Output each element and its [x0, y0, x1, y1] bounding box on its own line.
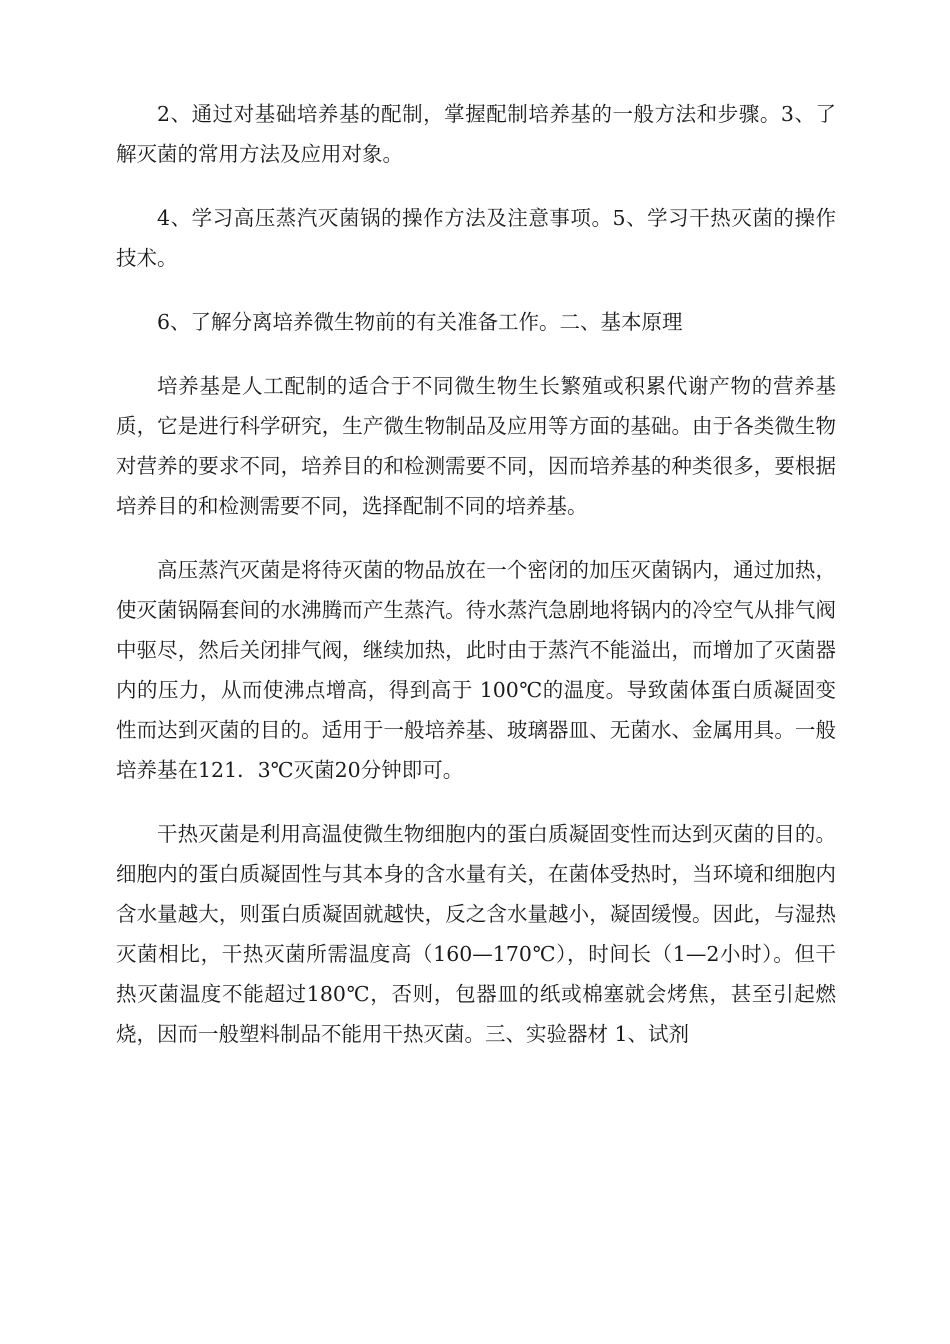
paragraph-culture-medium: 培养基是人工配制的适合于不同微生物生长繁殖或积累代谢产物的营养基质，它是进行科学研究，生产微生物制品及应用等方面的基础。由于各类微生物对营养的要求不同，培养目的和检测需要不同，因而培养基的种类很多，要根据培养目的和检测需要不同，选择配制不同的培养基。 — [116, 374, 836, 518]
paragraph-objective-6: 6、了解分离培养微生物前的有关准备工作。二、基本原理 — [157, 310, 683, 334]
paragraph-autoclave-sterilization: 高压蒸汽灭菌是将待灭菌的物品放在一个密闭的加压灭菌锅内，通过加热，使灭菌锅隔套间的水沸腾而产生蒸汽。待水蒸汽急剧地将锅内的冷空气从排气阀中驱尽，然后关闭排气阀，继续加热，此时由于蒸汽不能溢出，而增加了灭菌器内的压力，从而使沸点增高，得到高于 100℃的温度。导致菌体蛋白质凝固变性而达到灭菌的目的。适用于一般培养基、玻璃器皿、无菌水、金属用具。一般培养基在121．3℃灭菌20分钟即可。 — [116, 558, 836, 782]
paragraph-objectives-2-3: 2、通过对基础培养基的配制，掌握配制培养基的一般方法和步骤。3、了解灭菌的常用方法及应用对象。 — [116, 102, 836, 166]
paragraph-dry-heat-sterilization: 干热灭菌是利用高温使微生物细胞内的蛋白质凝固变性而达到灭菌的目的。细胞内的蛋白质凝固性与其本身的含水量有关，在菌体受热时，当环境和细胞内含水量越大，则蛋白质凝固就越快，反之含水量越小，凝固缓慢。因此，与湿热灭菌相比，干热灭菌所需温度高（160—170℃），时间长（1—2小时）。但干热灭菌温度不能超过180℃，否则，包器皿的纸或棉塞就会烤焦，甚至引起燃烧，因而一般塑料制品不能用干热灭菌。三、实验器材 1、试剂 — [116, 822, 836, 1046]
document-body — [116, 94, 836, 1078]
paragraph-objectives-4-5: 4、学习高压蒸汽灭菌锅的操作方法及注意事项。5、学习干热灭菌的操作技术。 — [116, 206, 836, 270]
